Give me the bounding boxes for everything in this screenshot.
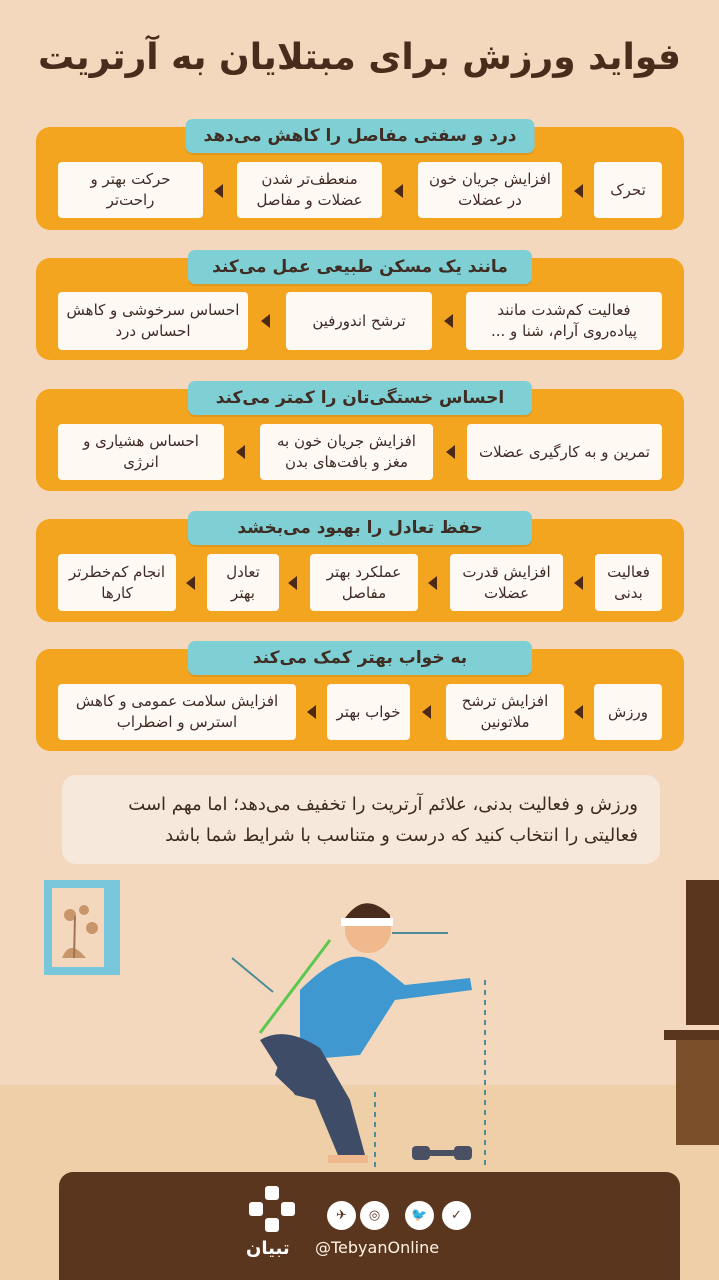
step-box: تمرین و به کارگیری عضلات: [467, 424, 662, 480]
tebyan-logo-icon: [249, 1186, 297, 1234]
telegram-icon[interactable]: ✈: [327, 1201, 356, 1230]
section-heading: حفظ تعادل را بهبود می‌بخشد: [188, 511, 532, 545]
arrow-left-icon: [307, 705, 316, 719]
step-box: احساس سرخوشی و کاهش احساس درد: [58, 292, 248, 350]
section-pain-relief: [36, 127, 684, 230]
step-box: احساس هشیاری و انرژی: [58, 424, 224, 480]
arrow-left-icon: [444, 314, 453, 328]
arrow-left-icon: [214, 184, 223, 198]
dumbbell-icon: [412, 1146, 472, 1160]
brand-name: تبیان: [246, 1238, 290, 1259]
step-box: افزایش قدرت عضلات: [450, 554, 563, 611]
arrow-left-icon: [288, 576, 297, 590]
page-title: فواید ورزش برای مبتلایان به آرتریت: [38, 37, 681, 78]
step-box: انجام کم‌خطرتر کارها: [58, 554, 176, 611]
step-box: فعالیت کم‌شدت مانند پیاده‌روی آرام، شنا و ...: [466, 292, 662, 350]
section-heading: احساس خستگی‌تان را کمتر می‌کند: [188, 381, 532, 415]
arrow-left-icon: [394, 184, 403, 198]
twitter-icon[interactable]: 🐦: [405, 1201, 434, 1230]
arrow-left-icon: [574, 184, 583, 198]
step-box: ورزش: [594, 684, 662, 740]
step-box: فعالیت بدنی: [595, 554, 662, 611]
arrow-left-icon: [428, 576, 437, 590]
arrow-left-icon: [261, 314, 270, 328]
instagram-icon[interactable]: ◎: [360, 1201, 389, 1230]
step-box: افزایش جریان خون در عضلات: [418, 162, 562, 218]
step-box: عملکرد بهتر مفاصل: [310, 554, 418, 611]
step-box: تحرک: [594, 162, 662, 218]
section-fatigue: [36, 389, 684, 491]
step-box: ترشح اندورفین: [286, 292, 432, 350]
summary-note: ورزش و فعالیت بدنی، علائم آرتریت را تخفیف می‌دهد؛ اما مهم است فعالیتی را انتخاب کنید که درست و متناسب با شرایط شما باشد: [62, 775, 660, 864]
arrow-left-icon: [574, 705, 583, 719]
step-box: منعطف‌تر شدن عضلات و مفاصل: [237, 162, 382, 218]
step-box: حرکت بهتر و راحت‌تر: [58, 162, 203, 218]
arrow-left-icon: [574, 576, 583, 590]
step-box: افزایش جریان خون به مغز و بافت‌های بدن: [260, 424, 433, 480]
step-box: تعادل بهتر: [207, 554, 279, 611]
social-handle: @TebyanOnline: [315, 1238, 440, 1257]
arrow-left-icon: [422, 705, 431, 719]
person-icon: [260, 903, 472, 1163]
step-box: خواب بهتر: [327, 684, 410, 740]
section-heading: به خواب بهتر کمک می‌کند: [188, 641, 532, 675]
section-sleep: [36, 649, 684, 751]
section-heading: مانند یک مسکن طبیعی عمل می‌کند: [188, 250, 532, 284]
arrow-left-icon: [446, 445, 455, 459]
window-frame-icon: [44, 880, 120, 975]
section-balance: [36, 519, 684, 622]
exercise-illustration: [0, 870, 719, 1180]
arrow-left-icon: [236, 445, 245, 459]
website-icon[interactable]: ✓: [442, 1201, 471, 1230]
arrow-left-icon: [186, 576, 195, 590]
section-natural-analgesic: [36, 258, 684, 360]
step-box: افزایش سلامت عمومی و کاهش استرس و اضطراب: [58, 684, 296, 740]
section-heading: درد و سفتی مفاصل را کاهش می‌دهد: [186, 119, 535, 153]
step-box: افزایش ترشح ملاتونین: [446, 684, 564, 740]
tv-icon: [664, 880, 719, 1145]
